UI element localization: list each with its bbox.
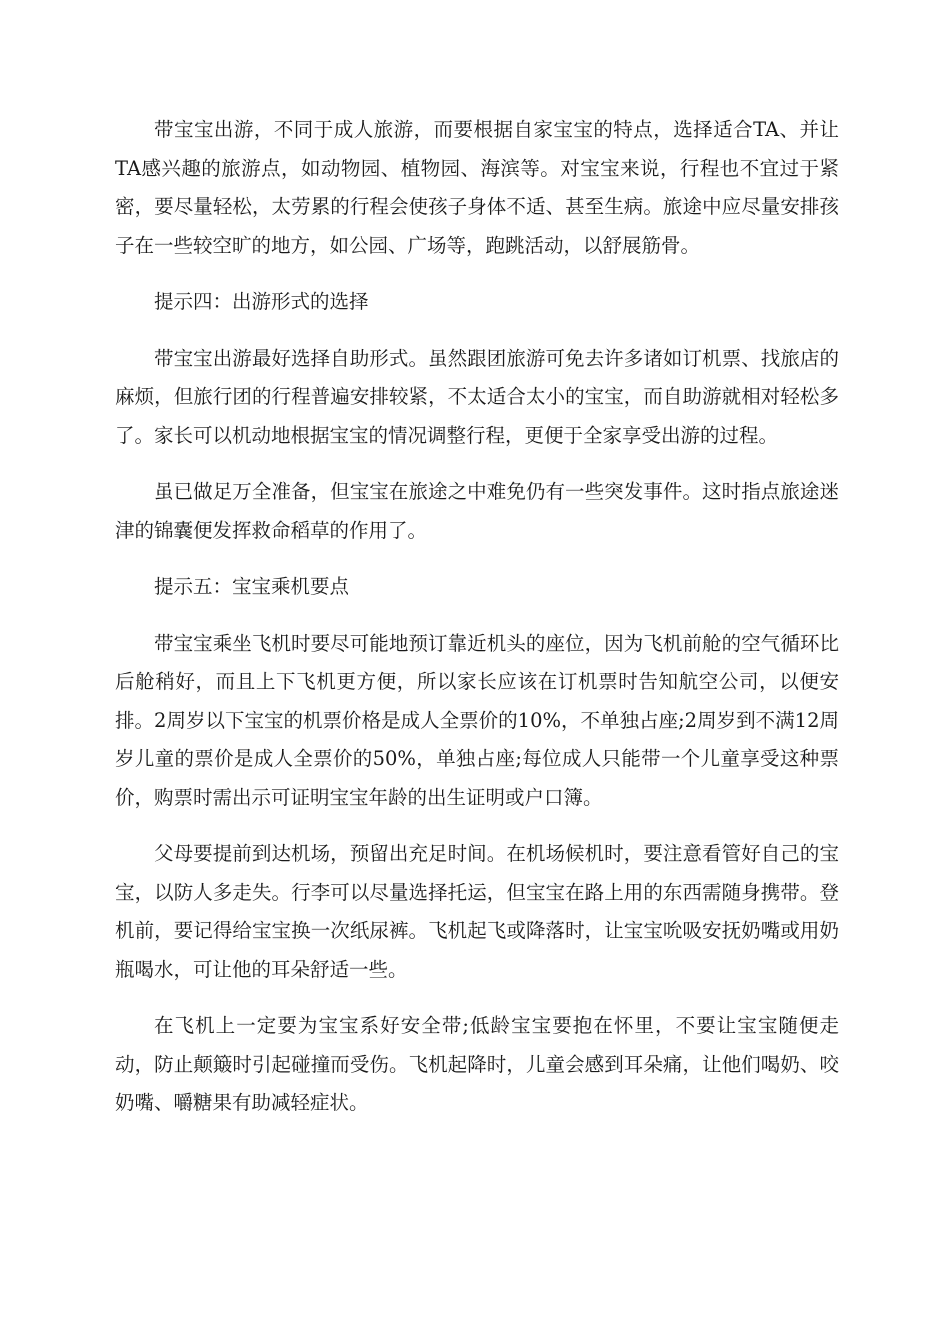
heading-tip-four: 提示四：出游形式的选择 bbox=[154, 290, 369, 313]
paragraph-in-flight: 在飞机上一定要为宝宝系好安全带;低龄宝宝要抱在怀里，不要让宝宝随便走动，防止颠簸时引起碰撞而受伤。飞机起降时，儿童会感到耳朵痛，让他们喝奶、咬奶嘴、嚼糖果有助减轻症状。 bbox=[115, 1014, 839, 1114]
paragraph-seat-booking: 带宝宝乘坐飞机时要尽可能地预订靠近机头的座位，因为飞机前舱的空气循环比后舱稍好，而且上下飞机更方便，所以家长应该在订机票时告知航空公司，以便安排。2周岁以下宝宝的机票价格是成人全票价的10%，不单独占座;2周岁到不满12周岁儿童的票价是成人全票价的50%，单独占座;每位成人只能带一个儿童享受这种票价，购票时需出示可证明宝宝年龄的出生证明或户口簿。 bbox=[115, 631, 839, 809]
heading-tip-five: 提示五：宝宝乘机要点 bbox=[154, 575, 350, 598]
paragraph-emergencies: 虽已做足万全准备，但宝宝在旅途之中难免仍有一些突发事件。这时指点旅途迷津的锦囊便发挥救命稻草的作用了。 bbox=[115, 480, 839, 542]
paragraph-airport: 父母要提前到达机场，预留出充足时间。在机场候机时，要注意看管好自己的宝宝，以防人多走失。行李可以尽量选择托运，但宝宝在路上用的东西需随身携带。登机前，要记得给宝宝换一次纸尿裤。飞机起飞或降落时，让宝宝吮吸安抚奶嘴或用奶瓶喝水，可让他的耳朵舒适一些。 bbox=[115, 842, 839, 981]
paragraph-itinerary: 带宝宝出游，不同于成人旅游，而要根据自家宝宝的特点，选择适合TA、并让TA感兴趣的旅游点，如动物园、植物园、海滨等。对宝宝来说，行程也不宜过于紧密，要尽量轻松，太劳累的行程会使孩子身体不适、甚至生病。旅途中应尽量安排孩子在一些较空旷的地方，如公园、广场等，跑跳活动，以舒展筋骨。 bbox=[115, 118, 839, 257]
paragraph-self-guided: 带宝宝出游最好选择自助形式。虽然跟团旅游可免去许多诸如订机票、找旅店的麻烦，但旅行团的行程普遍安排较紧，不太适合太小的宝宝，而自助游就相对轻松多了。家长可以机动地根据宝宝的情况调整行程，更便于全家享受出游的过程。 bbox=[115, 346, 839, 447]
document-body bbox=[115, 111, 839, 1141]
